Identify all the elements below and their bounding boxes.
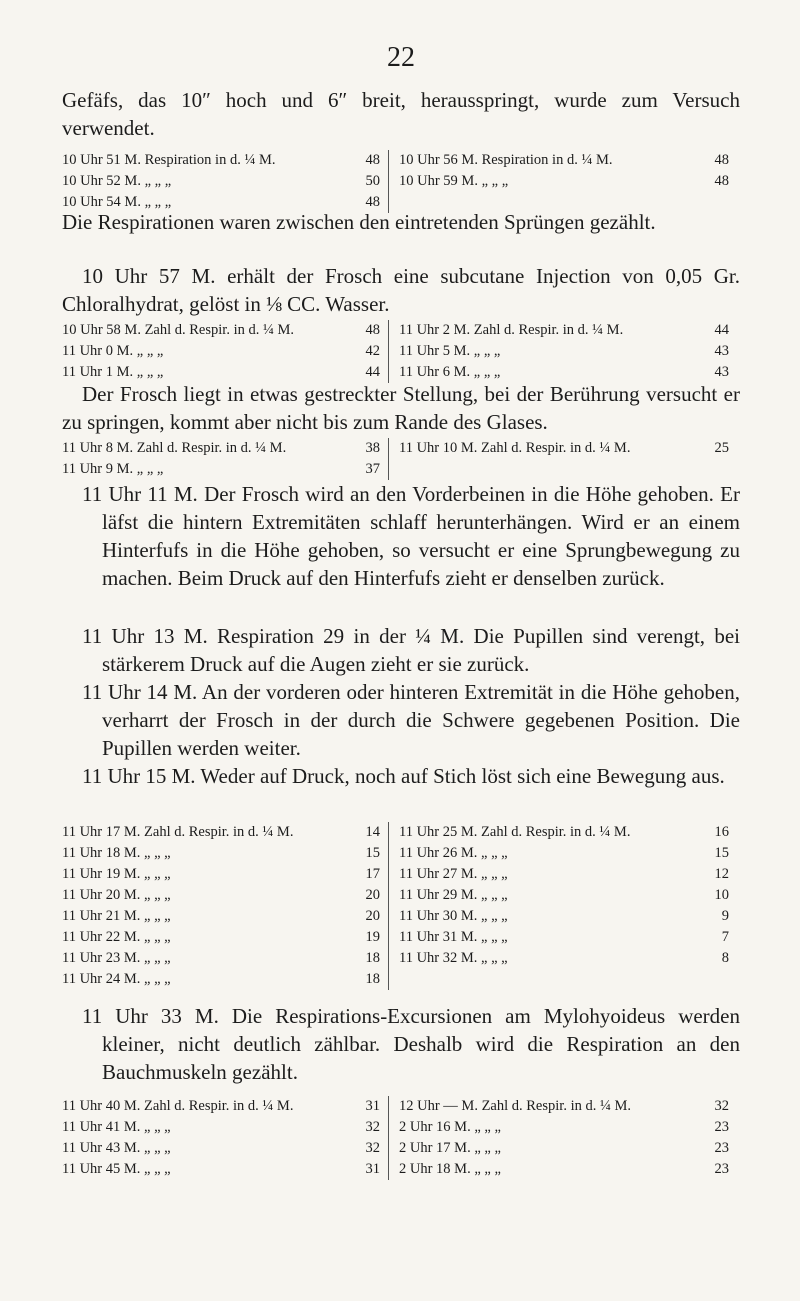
paragraph-5: 11 Uhr 13 M. Respiration 29 in der ¼ M. Die Pupillen sind verengt, bei stärkerem Druck auf die Augen zieht er sie zurück. <box>82 624 740 676</box>
respiration-count: 48 <box>714 173 729 189</box>
time-label: 11 Uhr 6 M. „ „ „ <box>399 364 501 380</box>
respiration-count: 43 <box>714 343 729 359</box>
time-label: 11 Uhr 19 M. „ „ „ <box>62 866 171 882</box>
table-row <box>399 864 729 885</box>
respiration-count: 32 <box>365 1119 380 1135</box>
table-row <box>62 969 380 990</box>
respiration-table-5 <box>62 1096 740 1180</box>
respiration-count: 32 <box>714 1098 729 1114</box>
respiration-table-3 <box>62 438 740 480</box>
time-label: 12 Uhr — M. Zahl d. Respir. in d. ¼ M. <box>399 1098 631 1114</box>
table-row <box>399 150 729 171</box>
time-label: 11 Uhr 25 M. Zahl d. Respir. in d. ¼ M. <box>399 824 631 840</box>
table-row <box>62 885 380 906</box>
respiration-count: 48 <box>365 194 380 210</box>
respiration-count: 18 <box>365 950 380 966</box>
respiration-count: 38 <box>365 440 380 456</box>
time-label: 10 Uhr 59 M. „ „ „ <box>399 173 509 189</box>
table-row <box>62 150 380 171</box>
respiration-count: 44 <box>365 364 380 380</box>
table-column-right <box>389 438 729 480</box>
table-row <box>399 885 729 906</box>
time-label: 11 Uhr 1 M. „ „ „ <box>62 364 164 380</box>
respiration-count: 16 <box>714 824 729 840</box>
paragraph-7: 11 Uhr 15 M. Weder auf Druck, noch auf Stich löst sich eine Bewegung aus. <box>82 764 725 788</box>
table-row <box>399 1117 729 1138</box>
respiration-count: 9 <box>721 908 729 924</box>
time-label: 2 Uhr 16 M. „ „ „ <box>399 1119 501 1135</box>
respiration-count: 43 <box>714 364 729 380</box>
paragraph-4: 11 Uhr 11 M. Der Frosch wird an den Vorderbeinen in die Höhe gehoben. Er läfst die hintern Extremitäten schlaff herunterhängen. Wird er an einem Hinterfufs in die Höhe gehoben, so versucht er eine Sprungbewegung zu machen. Beim Druck auf den Hinterfufs zieht er denselben zurück. <box>82 482 740 590</box>
time-label: 11 Uhr 18 M. „ „ „ <box>62 845 171 861</box>
respiration-count: 17 <box>365 866 380 882</box>
respiration-count: 23 <box>714 1161 729 1177</box>
respiration-count: 8 <box>721 950 729 966</box>
respiration-count: 25 <box>714 440 729 456</box>
table-row <box>62 1096 380 1117</box>
table-row <box>399 948 729 969</box>
respiration-count: 7 <box>721 929 729 945</box>
respiration-count: 15 <box>365 845 380 861</box>
table-row <box>62 906 380 927</box>
table-column-left <box>62 438 389 480</box>
table-row <box>62 320 380 341</box>
time-label: 11 Uhr 45 M. „ „ „ <box>62 1161 171 1177</box>
table-column-right <box>389 1096 729 1180</box>
time-label: 10 Uhr 51 M. Respiration in d. ¼ M. <box>62 152 276 168</box>
table-row <box>62 1159 380 1180</box>
respiration-count: 14 <box>365 824 380 840</box>
respiration-count: 19 <box>365 929 380 945</box>
table-column-left <box>62 822 389 990</box>
time-label: 2 Uhr 18 M. „ „ „ <box>399 1161 501 1177</box>
table-row <box>399 843 729 864</box>
respiration-count: 23 <box>714 1140 729 1156</box>
respiration-count: 37 <box>365 461 380 477</box>
table-row <box>62 1138 380 1159</box>
table-row <box>399 341 729 362</box>
respiration-count: 44 <box>714 322 729 338</box>
respiration-count: 42 <box>365 343 380 359</box>
respiration-count: 10 <box>714 887 729 903</box>
time-label: 11 Uhr 23 M. „ „ „ <box>62 950 171 966</box>
time-label: 11 Uhr 27 M. „ „ „ <box>399 866 508 882</box>
table-row <box>399 927 729 948</box>
table-row <box>62 171 380 192</box>
respiration-count: 12 <box>714 866 729 882</box>
respiration-count: 18 <box>365 971 380 987</box>
time-label: 11 Uhr 41 M. „ „ „ <box>62 1119 171 1135</box>
time-label: 11 Uhr 2 M. Zahl d. Respir. in d. ¼ M. <box>399 322 624 338</box>
respiration-count: 48 <box>365 152 380 168</box>
time-label: 11 Uhr 9 M. „ „ „ <box>62 461 164 477</box>
respiration-count: 32 <box>365 1140 380 1156</box>
time-label: 11 Uhr 22 M. „ „ „ <box>62 929 171 945</box>
time-label: 11 Uhr 29 M. „ „ „ <box>399 887 508 903</box>
table-column-right <box>389 320 729 383</box>
time-label: 10 Uhr 58 M. Zahl d. Respir. in d. ¼ M. <box>62 322 294 338</box>
time-label: 11 Uhr 20 M. „ „ „ <box>62 887 171 903</box>
respiration-count: 31 <box>365 1098 380 1114</box>
paragraph-2: 10 Uhr 57 M. erhält der Frosch eine subcutane Injection von 0,05 Gr. Chloralhydrat, gelöst in ⅛ CC. Wasser. <box>62 264 740 316</box>
time-label: 11 Uhr 43 M. „ „ „ <box>62 1140 171 1156</box>
table-row <box>62 927 380 948</box>
table-row <box>62 438 380 459</box>
table-column-right <box>389 150 729 213</box>
table-row <box>62 341 380 362</box>
time-label: 11 Uhr 24 M. „ „ „ <box>62 971 171 987</box>
respiration-table-2 <box>62 320 740 383</box>
respiration-count: 15 <box>714 845 729 861</box>
table-row <box>399 906 729 927</box>
table-row <box>399 1138 729 1159</box>
time-label: 11 Uhr 10 M. Zahl d. Respir. in d. ¼ M. <box>399 440 631 456</box>
table-column-left <box>62 150 389 213</box>
table-row <box>399 1096 729 1117</box>
respiration-count: 20 <box>365 887 380 903</box>
time-label: 2 Uhr 17 M. „ „ „ <box>399 1140 501 1156</box>
respiration-table-4 <box>62 822 740 990</box>
intro-paragraph: Gefäfs, das 10″ hoch und 6″ breit, herausspringt, wurde zum Versuch verwendet. <box>62 88 740 140</box>
time-label: 10 Uhr 56 M. Respiration in d. ¼ M. <box>399 152 613 168</box>
table-row <box>62 822 380 843</box>
time-label: 10 Uhr 54 M. „ „ „ <box>62 194 172 210</box>
time-label: 11 Uhr 30 M. „ „ „ <box>399 908 508 924</box>
paragraph-3: Der Frosch liegt in etwas gestreckter Stellung, bei der Berührung versucht er zu springen, kommt aber nicht bis zum Rande des Glases. <box>62 382 740 434</box>
respiration-count: 50 <box>365 173 380 189</box>
time-label: 11 Uhr 17 M. Zahl d. Respir. in d. ¼ M. <box>62 824 294 840</box>
table-row <box>62 948 380 969</box>
table-row <box>62 843 380 864</box>
time-label: 11 Uhr 5 M. „ „ „ <box>399 343 501 359</box>
table-row <box>399 822 729 843</box>
paragraph-1: Die Respirationen waren zwischen den eintretenden Sprüngen gezählt. <box>62 210 656 234</box>
table-column-left <box>62 320 389 383</box>
respiration-count: 23 <box>714 1119 729 1135</box>
table-column-left <box>62 1096 389 1180</box>
table-row <box>62 459 380 480</box>
table-row <box>399 438 729 459</box>
table-row <box>399 320 729 341</box>
table-row <box>62 1117 380 1138</box>
time-label: 11 Uhr 0 M. „ „ „ <box>62 343 164 359</box>
respiration-count: 20 <box>365 908 380 924</box>
table-row <box>399 1159 729 1180</box>
time-label: 11 Uhr 40 M. Zahl d. Respir. in d. ¼ M. <box>62 1098 294 1114</box>
table-row <box>399 171 729 192</box>
time-label: 11 Uhr 31 M. „ „ „ <box>399 929 508 945</box>
paragraph-8: 11 Uhr 33 M. Die Respirations-Excursionen am Mylohyoideus werden kleiner, nicht deutlich zählbar. Deshalb wird die Respiration an den Bauchmuskeln gezählt. <box>82 1004 740 1084</box>
respiration-count: 48 <box>714 152 729 168</box>
table-column-right <box>389 822 729 990</box>
time-label: 11 Uhr 8 M. Zahl d. Respir. in d. ¼ M. <box>62 440 287 456</box>
time-label: 11 Uhr 26 M. „ „ „ <box>399 845 508 861</box>
paragraph-6: 11 Uhr 14 M. An der vorderen oder hinteren Extremität in die Höhe gehoben, verharrt der Frosch in der durch die Schwere gegebenen Position. Die Pupillen werden weiter. <box>82 680 740 760</box>
page-number: 22 <box>387 42 415 73</box>
table-row <box>62 864 380 885</box>
respiration-table-1 <box>62 150 740 213</box>
respiration-count: 48 <box>365 322 380 338</box>
time-label: 11 Uhr 21 M. „ „ „ <box>62 908 171 924</box>
time-label: 10 Uhr 52 M. „ „ „ <box>62 173 172 189</box>
time-label: 11 Uhr 32 M. „ „ „ <box>399 950 508 966</box>
respiration-count: 31 <box>365 1161 380 1177</box>
